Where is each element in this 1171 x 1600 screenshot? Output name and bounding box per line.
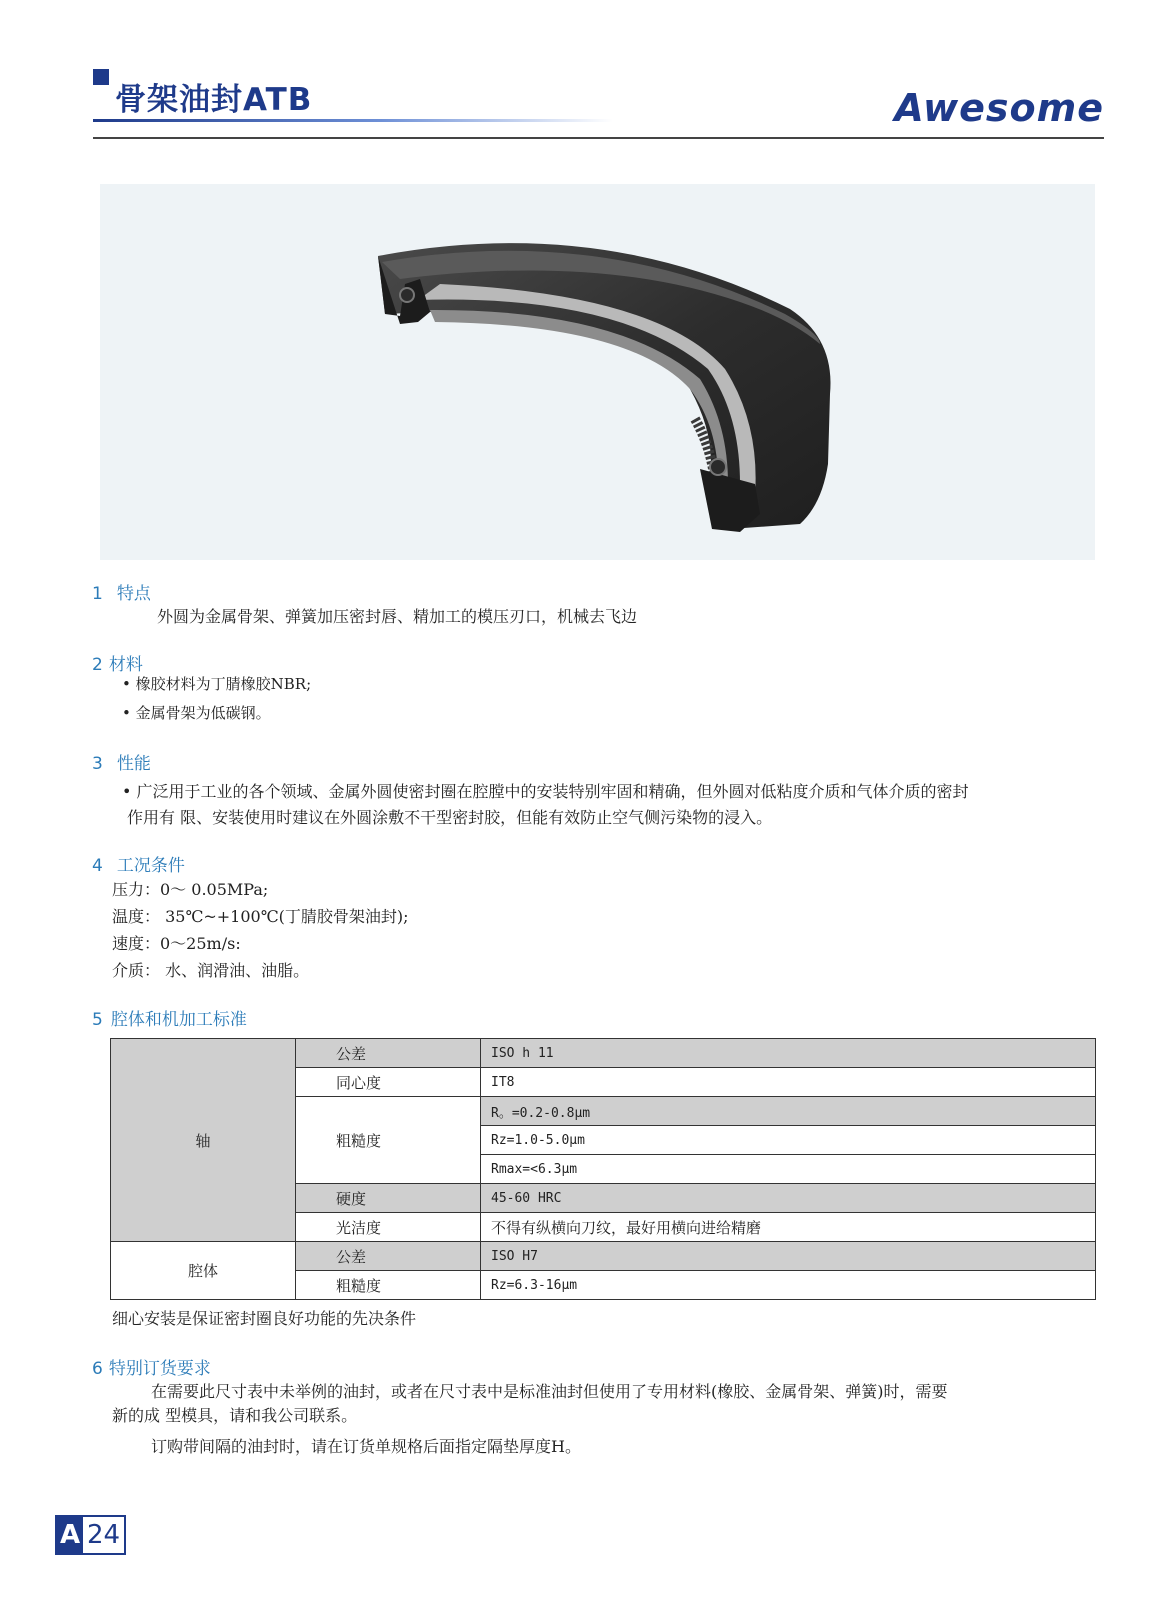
section-5-title: 腔体和机加工标准 xyxy=(110,1010,247,1030)
section-6-title: 特别订货要求 xyxy=(108,1359,211,1379)
table-value-cell: Rmax=<6.3μm xyxy=(481,1155,1096,1184)
order-paragraph-line-2: 新的成 型模具，请和我公司联系。 xyxy=(112,1406,358,1425)
table-label-cell: 粗糙度 xyxy=(296,1097,481,1184)
condition-line: 介质： 水、润滑油、油脂。 xyxy=(112,961,310,980)
page-letter: A xyxy=(57,1517,83,1553)
table-label-cell: 粗糙度 xyxy=(296,1271,481,1300)
table-label-cell: 公差 xyxy=(296,1242,481,1271)
section-1-title: 特点 xyxy=(116,584,151,604)
material-item: • 金属骨架为低碳钢。 xyxy=(122,700,271,726)
table-row xyxy=(111,1039,1096,1068)
section-1-number: 1 xyxy=(92,584,103,604)
section-2-number: 2 xyxy=(92,655,103,675)
oil-seal-illustration xyxy=(100,184,1095,560)
table-row xyxy=(111,1242,1096,1271)
section-5-number: 5 xyxy=(92,1010,103,1030)
section-5-heading xyxy=(92,1005,247,1030)
table-value-cell: Rz=1.0-5.0μm xyxy=(481,1126,1096,1155)
table-value-cell: ISO H7 xyxy=(481,1242,1096,1271)
performance-line-2: 作用有 限、安装使用时建议在外圆涂敷不干型密封胶，但能有效防止空气侧污染物的浸入。 xyxy=(127,808,773,827)
table-value-cell: ISO h 11 xyxy=(481,1039,1096,1068)
table-label-cell: 公差 xyxy=(296,1039,481,1068)
performance-line-1: • 广泛用于工业的各个领域、金属外圆使密封圈在腔膛中的安装特别牢固和精确，但外圆对低粘度介质和气体介质的密封 xyxy=(122,779,969,805)
table-value-cell: R。=0.2-0.8μm xyxy=(481,1097,1096,1126)
title-underline xyxy=(93,119,613,122)
cavity-cell: 腔体 xyxy=(111,1242,296,1300)
section-3-number: 3 xyxy=(92,754,103,774)
table-value-cell: Rz=6.3-16μm xyxy=(481,1271,1096,1300)
table-value-cell: 45-60 HRC xyxy=(481,1184,1096,1213)
condition-line: 压力：0～ 0.05MPa; xyxy=(112,880,269,899)
table-value-cell: IT8 xyxy=(481,1068,1096,1097)
order-paragraph-line-1: 在需要此尺寸表中未举例的油封，或者在尺寸表中是标准油封但使用了专用材料(橡胶、金属骨架、弹簧)时，需要 xyxy=(151,1382,948,1401)
page-title: 骨架油封ATB xyxy=(115,82,313,118)
section-4-heading xyxy=(92,851,185,876)
table-label-cell: 同心度 xyxy=(296,1068,481,1097)
section-2-title: 材料 xyxy=(108,655,143,675)
table-label-cell: 硬度 xyxy=(296,1184,481,1213)
condition-line: 温度： 35℃~+100℃(丁腈胶骨架油封); xyxy=(112,907,409,926)
shaft-cell: 轴 xyxy=(111,1039,296,1242)
section-1-heading xyxy=(92,579,151,604)
section-4-title: 工况条件 xyxy=(116,856,185,876)
header-divider xyxy=(93,137,1104,139)
order-paragraph-2: 订购带间隔的油封时，请在订货单规格后面指定隔垫厚度H。 xyxy=(151,1437,581,1456)
condition-line: 速度：0～25m/s: xyxy=(112,934,241,953)
machining-standards-table xyxy=(110,1038,1096,1300)
page-number-badge xyxy=(55,1515,126,1555)
brand-logo: Awesome xyxy=(894,86,1104,130)
page-number: 24 xyxy=(87,1520,121,1550)
section-6-number: 6 xyxy=(92,1359,103,1379)
product-image xyxy=(100,184,1095,560)
table-label-cell: 光洁度 xyxy=(296,1213,481,1242)
section-3-title: 性能 xyxy=(116,754,151,774)
section-1-text: 外圆为金属骨架、弹簧加压密封唇、精加工的模压刃口，机械去飞边 xyxy=(157,607,638,626)
material-item: • 橡胶材料为丁腈橡胶NBR; xyxy=(122,671,311,697)
header-square-icon xyxy=(93,69,109,85)
section-3-heading xyxy=(92,749,151,774)
section-4-number: 4 xyxy=(92,856,103,876)
section-6-heading xyxy=(92,1354,211,1379)
installation-note: 细心安装是保证密封圈良好功能的先决条件 xyxy=(112,1309,417,1328)
table-value-cell: 不得有纵横向刀纹，最好用横向进给精磨 xyxy=(481,1213,1096,1242)
